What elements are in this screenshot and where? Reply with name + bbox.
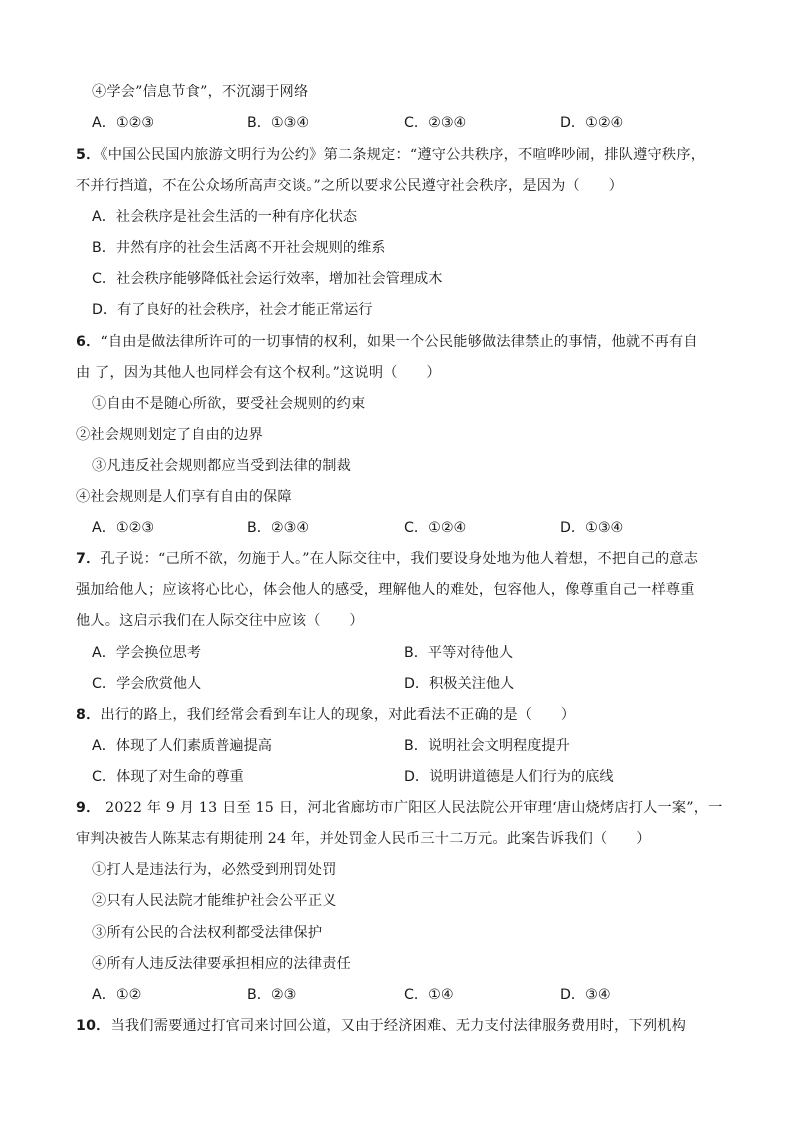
q4-option-c: C．②③④ xyxy=(404,115,467,131)
q9-item-2: ②只有人民法院才能维护社会公平正义 xyxy=(92,893,337,909)
q9-text-1: 2022 年 9 月 13 日至 15 日，河北省廊坊市广阳区人民法院公开审理‘唐山烧烤店打人一案”，一 xyxy=(100,800,723,816)
q10-stem-line1 xyxy=(76,1016,686,1036)
q4-option-a: A．①②③ xyxy=(92,115,155,131)
q5-option-c: C．社会秩序能够降低社会运行效率，增加社会管理成木 xyxy=(92,271,443,287)
q4-option-d: D．①②④ xyxy=(560,115,624,131)
q9-number: 9． xyxy=(76,800,101,816)
q5-option-a: A．社会秩序是社会生活的一种有序化状态 xyxy=(92,209,358,225)
q4-option-b: B．①③④ xyxy=(247,115,310,131)
q7-stem-line2: 强加给他人；应该将心比心，体会他人的感受，理解他人的难处，包容他人，像尊重自己一样尊重 xyxy=(76,582,695,598)
q8-option-c: C．体现了对生命的尊重 xyxy=(92,769,244,785)
q7-option-b: B．平等对待他人 xyxy=(404,645,514,661)
q9-item-3: ③所有公民的合法权利都受法律保护 xyxy=(92,925,323,941)
q6-stem-line1 xyxy=(76,332,698,352)
q9-item-1: ①打人是违法行为，必然受到刑罚处罚 xyxy=(92,862,337,878)
q9-option-b: B．②③ xyxy=(247,987,297,1003)
q6-item-2: ②社会规则划定了自由的边界 xyxy=(76,427,264,443)
q5-stem-line1 xyxy=(76,145,705,165)
q6-item-1: ①自由不是随心所欲，要受社会规则的约束 xyxy=(92,396,366,412)
q8-number: 8． xyxy=(76,707,101,723)
q7-option-d: D．积极关注他人 xyxy=(404,676,515,692)
q8-option-a: A．体现了人们素质普遍提高 xyxy=(92,738,272,754)
q6-number: 6． xyxy=(76,334,101,350)
q6-option-c: C．①②④ xyxy=(404,520,467,536)
q8-option-d: D．说明讲道德是人们行为的底线 xyxy=(404,769,614,785)
q10-number: 10． xyxy=(76,1018,111,1034)
q9-option-d: D．③④ xyxy=(560,987,611,1003)
q7-stem-line3: 他人。这启示我们在人际交往中应该（ ） xyxy=(76,613,364,629)
q7-option-c: C．学会欣赏他人 xyxy=(92,676,202,692)
q9-stem-line1 xyxy=(76,798,723,818)
q9-stem-line2: 审判决被告人陈某志有期徒刑 24 年，并处罚金人民币三十二万元。此案告诉我们（ ） xyxy=(76,831,651,847)
q8-text-1: 出行的路上，我们经常会看到车让人的现象，对此看法不正确的是（ ） xyxy=(100,707,576,723)
q6-item-4: ④社会规则是人们享有自由的保障 xyxy=(76,489,292,505)
q7-number: 7． xyxy=(76,551,101,567)
q5-text-1: 《中国公民国内旅游文明行为公约》第二条规定：“遵守公共秩序，不喧哗吵闹，排队遵守秩序， xyxy=(100,147,706,163)
q6-option-b: B．②③④ xyxy=(247,520,310,536)
q7-stem-line1 xyxy=(76,549,698,569)
q9-option-a: A．①② xyxy=(92,987,142,1003)
q6-option-a: A．①②③ xyxy=(92,520,155,536)
q5-option-d: D．有了良好的社会秩序，社会才能正常运行 xyxy=(92,302,373,318)
q7-text-1: 孔子说：“己所不欲，勿施于人。”在人际交往中，我们要设身处地为他人着想，不把自己的意志 xyxy=(100,551,699,567)
q4-item-4: ④学会”信息节食”，不沉溺于网络 xyxy=(92,84,309,100)
q7-option-a: A．学会换位思考 xyxy=(92,645,202,661)
q5-option-b: B．井然有序的社会生活离不开社会规则的维系 xyxy=(92,240,386,256)
q8-stem-line1 xyxy=(76,705,575,725)
q6-stem-line2: 由 了，因为其他人也同样会有这个权利。”这说明（ ） xyxy=(76,365,441,381)
q9-option-c: C．①④ xyxy=(404,987,454,1003)
q8-option-b: B．说明社会文明程度提升 xyxy=(404,738,570,754)
q6-text-1: “自由是做法律所许可的一切事情的权利，如果一个公民能够做法律禁止的事情，他就不再有自 xyxy=(100,334,698,350)
q6-option-d: D．①③④ xyxy=(560,520,624,536)
q9-item-4: ④所有人违反法律要承担相应的法律责任 xyxy=(92,956,351,972)
q5-number: 5． xyxy=(76,147,101,163)
q6-item-3: ③凡违反社会规则都应当受到法律的制裁 xyxy=(92,458,351,474)
q5-stem-line2: 不并行挡道，不在公众场所高声交谈。”之所以要求公民遵守社会秩序，是因为（ ） xyxy=(76,178,624,194)
q10-text-1: 当我们需要通过打官司来讨回公道，又由于经济困难、无力支付法律服务费用时，下列机构 xyxy=(110,1018,687,1034)
